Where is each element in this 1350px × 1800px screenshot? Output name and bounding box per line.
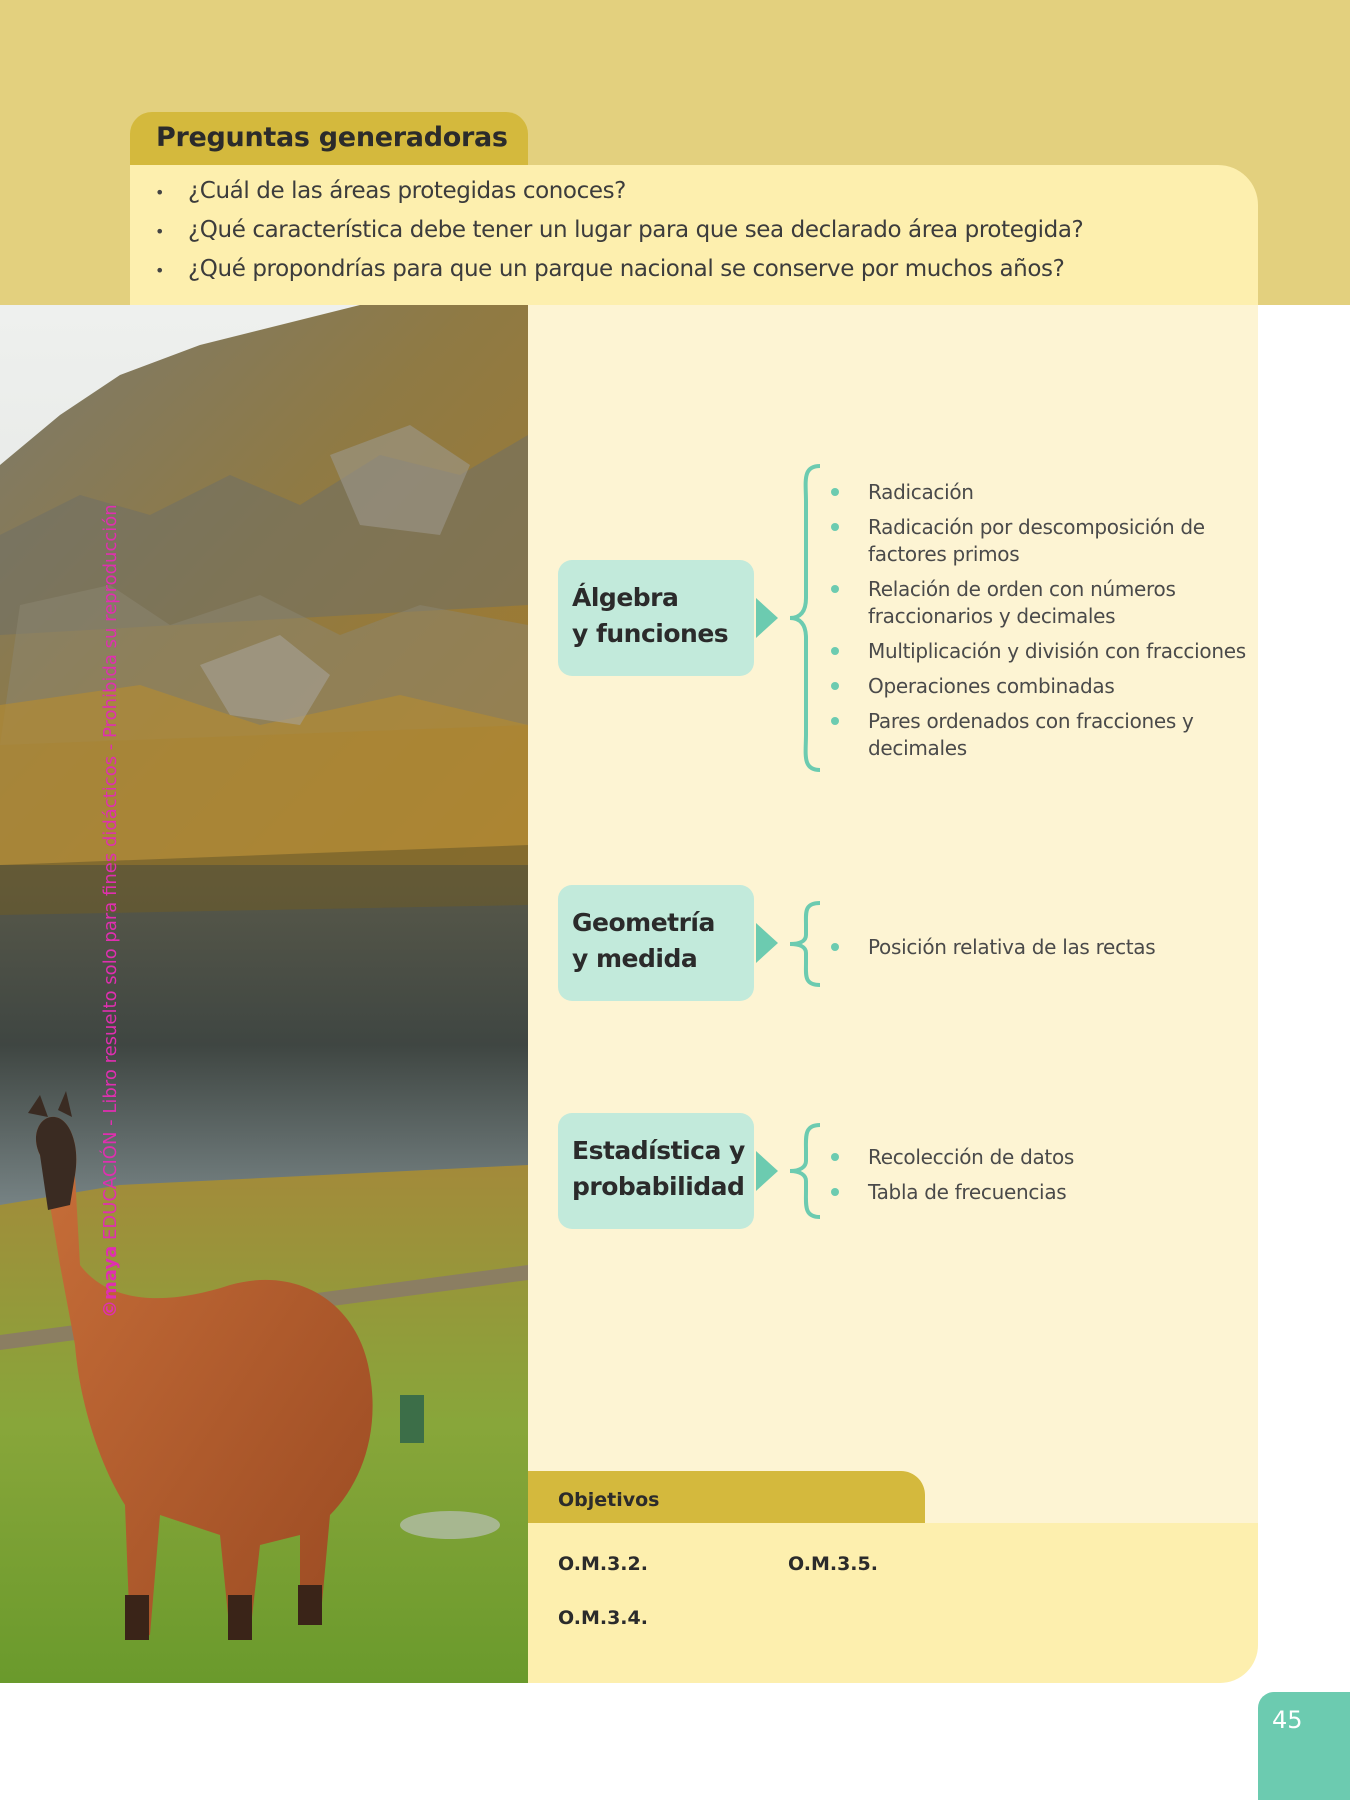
list-item: Radicación	[828, 479, 1258, 506]
topic-box-algebra	[558, 560, 754, 676]
objectives-title: Objetivos	[558, 1489, 660, 1511]
objective-code: O.M.3.5.	[788, 1553, 878, 1575]
objective-code: O.M.3.2.	[558, 1553, 648, 1575]
curly-brace-icon	[786, 1121, 826, 1221]
topic-label: Álgebra y funciones	[572, 583, 729, 648]
list-item: Tabla de frecuencias	[828, 1179, 1258, 1206]
topic-label: Geometría y medida	[572, 908, 715, 973]
bullet-icon: •	[155, 261, 165, 280]
watermark-text: EDUCACIÓN - Libro resuelto solo para fines didácticos - Prohibida su reproducción	[100, 504, 121, 1246]
topic-items-algebra	[828, 479, 1258, 770]
curly-brace-icon	[786, 899, 826, 989]
arrow-right-icon	[756, 1151, 778, 1191]
list-item: Pares ordenados con fracciones y decimales	[828, 708, 1258, 762]
topic-box-statistics	[558, 1113, 754, 1229]
list-item: Radicación por descomposición de factores primos	[828, 514, 1258, 568]
list-item: Posición relativa de las rectas	[828, 934, 1258, 961]
objectives-box	[528, 1523, 1258, 1683]
bullet-icon: •	[155, 222, 165, 241]
question-item: • ¿Qué característica debe tener un lugar para que sea declarado área protegida?	[152, 217, 1083, 256]
copyright-watermark	[100, 504, 121, 1318]
topic-items-geometry	[828, 934, 1258, 969]
list-item: Relación de orden con números fraccionarios y decimales	[828, 576, 1258, 630]
objective-code: O.M.3.4.	[558, 1607, 648, 1629]
watermark-brand: ©maya	[100, 1245, 121, 1318]
topic-box-geometry	[558, 885, 754, 1001]
list-item: Operaciones combinadas	[828, 673, 1258, 700]
questions-list	[152, 178, 1083, 295]
questions-title: Preguntas generadoras	[156, 122, 508, 153]
topic-items-statistics	[828, 1144, 1258, 1214]
question-item: • ¿Qué propondrías para que un parque nacional se conserve por muchos años?	[152, 256, 1083, 295]
page-number: 45	[1272, 1706, 1303, 1734]
bullet-icon: •	[155, 183, 165, 202]
list-item: Multiplicación y división con fracciones	[828, 638, 1258, 665]
topic-label: Estadística y probabilidad	[572, 1136, 745, 1201]
curly-brace-icon	[786, 462, 826, 774]
question-item: • ¿Cuál de las áreas protegidas conoces?	[152, 178, 1083, 217]
list-item: Recolección de datos	[828, 1144, 1258, 1171]
landscape-photo	[0, 305, 528, 1683]
llama-landscape-illustration	[0, 305, 528, 1683]
arrow-right-icon	[756, 598, 778, 638]
arrow-right-icon	[756, 923, 778, 963]
